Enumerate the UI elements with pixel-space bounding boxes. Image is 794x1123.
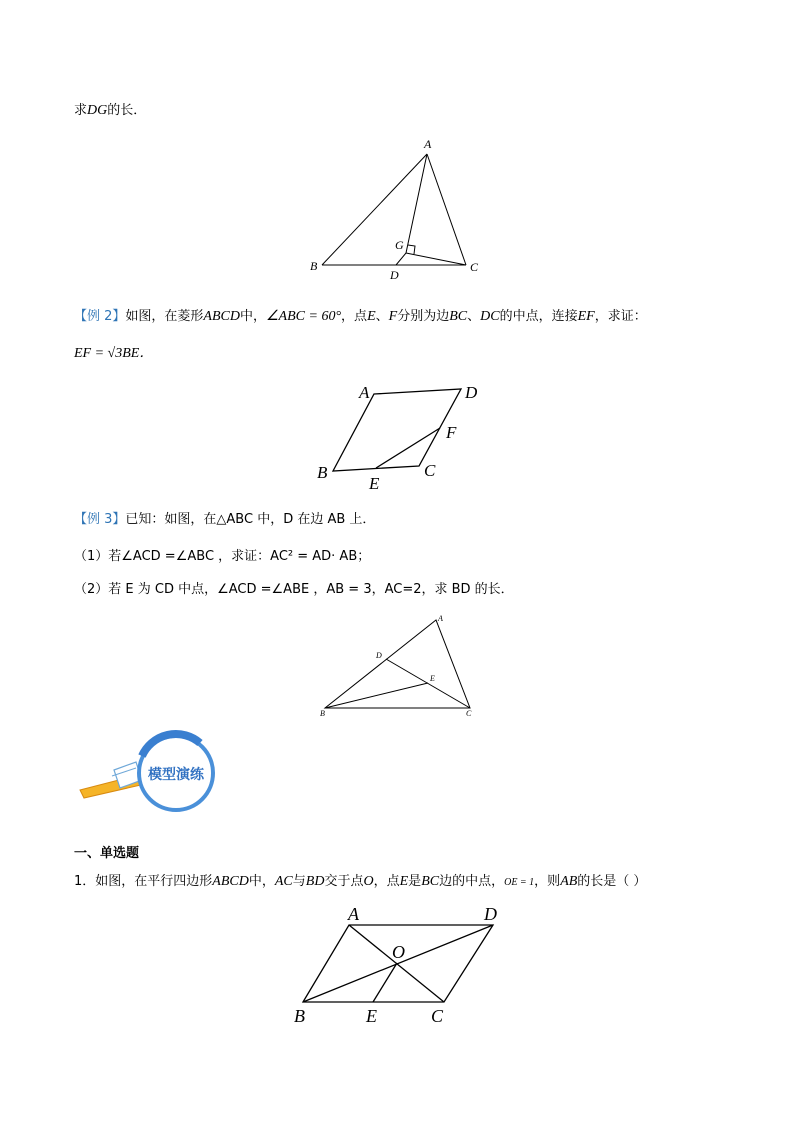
label-c: C (470, 260, 479, 274)
example3-tag: 【例 3】 (74, 512, 126, 527)
ex2-t4: 、 (375, 309, 389, 324)
diagonal-bd (303, 925, 493, 1002)
example2-proof-target: EF = √3BE． (74, 346, 154, 361)
ex2-t5: 分别为边 (397, 309, 450, 324)
label-b: B (320, 709, 325, 718)
q1-t2: 中， (248, 874, 275, 889)
label-a: A (359, 383, 370, 402)
ex2-v2: ∠ABC = 60° (266, 309, 342, 324)
ex2-t7: 的中点，连接 (499, 309, 578, 324)
label-a: A (348, 904, 359, 924)
label-g: G (395, 238, 404, 252)
q0-suffix: 的长． (107, 103, 147, 118)
example3-part1: （1）若∠ACD =∠ABC ，求证：AC² = AD· AB； (74, 549, 371, 564)
ex2-v3: E (367, 309, 376, 324)
q1-v2: AC (274, 874, 293, 889)
ex2-v6: DC (480, 309, 500, 324)
label-b: B (294, 1006, 305, 1026)
q1-v5: E (399, 874, 409, 889)
label-d: D (390, 268, 399, 282)
label-f: F (446, 423, 457, 442)
q1-v6: BC (421, 874, 440, 889)
ex2-t8: ，求证： (594, 309, 647, 324)
label-d: D (376, 651, 382, 660)
ex3-text: 已知：如图，在△ABC 中，D 在边 AB 上． (125, 512, 376, 527)
q1-v7: OE = 1 (504, 877, 535, 888)
q1-t3: 与 (292, 874, 306, 889)
q1-num: 1． (74, 874, 96, 889)
example3-part2: （2）若 E 为 CD 中点，∠ACD =∠ABE ，AB = 3，AC=2，求 BD 的长． (74, 582, 514, 597)
badge-label: 模型演练 (148, 767, 204, 783)
q1-v1: ABCD (212, 874, 249, 889)
label-o: O (392, 942, 405, 962)
q1-t7: 边的中点， (439, 874, 505, 889)
ex2-v7: EF (577, 309, 595, 324)
q1-t8: ，则 (534, 874, 561, 889)
label-b: B (317, 463, 328, 482)
ex2-t1: 如图，在菱形 (125, 309, 204, 324)
label-e: E (369, 474, 380, 493)
ex2-t2: 中， (239, 309, 266, 324)
q0-var: DG (87, 103, 108, 118)
label-b: B (310, 259, 318, 273)
q1-v8: AB (560, 874, 578, 889)
q1-t6: 是 (408, 874, 422, 889)
label-e: E (366, 1006, 377, 1026)
q1-t5: ，点 (373, 874, 400, 889)
q1-t9: 的长是（ ） (577, 874, 647, 889)
ex2-v4: F (388, 309, 398, 324)
q1-t4: 交于点 (324, 874, 364, 889)
q1-v4: O (363, 874, 374, 889)
label-c: C (431, 1006, 444, 1026)
ex2-v5: BC (449, 309, 468, 324)
q1-t1: 如图，在平行四边形 (95, 874, 213, 889)
label-d: D (465, 383, 478, 402)
q1-v3: BD (305, 874, 325, 889)
ex2-v1: ABCD (203, 309, 240, 324)
label-d: D (484, 904, 497, 924)
label-c: C (424, 461, 436, 480)
ex2-t6: 、 (467, 309, 481, 324)
label-a: A (424, 137, 432, 151)
section-heading: 一、单选题 (74, 846, 140, 861)
ex2-t3: ，点 (341, 309, 368, 324)
example2-tag: 【例 2】 (74, 309, 126, 324)
label-e: E (430, 674, 435, 683)
q0-prefix: 求 (74, 103, 88, 118)
label-c: C (466, 709, 472, 718)
label-a: A (438, 614, 443, 623)
